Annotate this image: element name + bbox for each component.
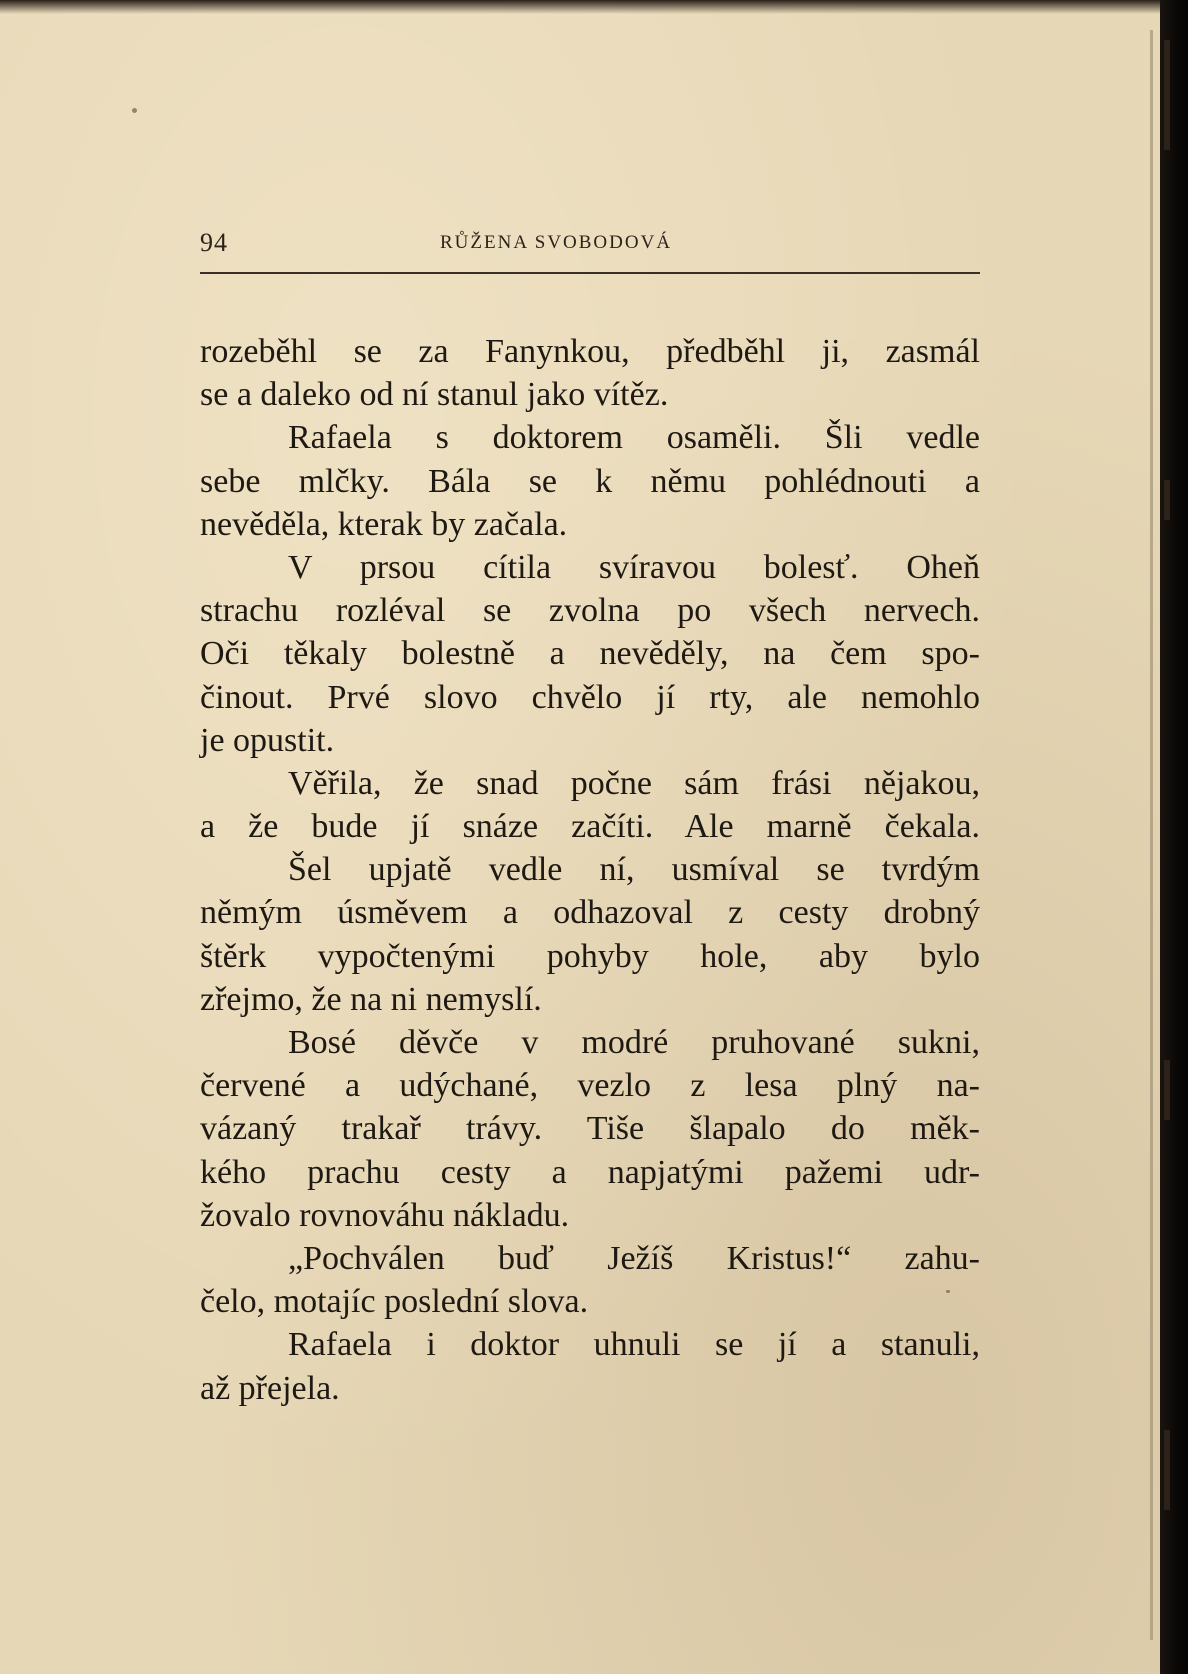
text-line: je opustit. <box>200 721 335 759</box>
page-edge-line <box>1150 30 1153 1640</box>
text-line: Věřila, že snad počne sám frási nějakou, <box>288 764 980 802</box>
paper-speck <box>132 108 137 113</box>
text-line: němým úsměvem a odhazoval z cesty drobný <box>200 894 980 932</box>
text-line: Rafaela i doktor uhnuli se jí a stanuli, <box>288 1326 980 1364</box>
text-line: až přejela. <box>200 1369 340 1407</box>
text-line: vázaný trakař trávy. Tiše šlapalo do měk- <box>200 1110 980 1148</box>
text-line: Rafaela s doktorem osaměli. Šli vedle <box>288 419 980 457</box>
text-line: kého prachu cesty a napjatými pažemi udr- <box>200 1153 980 1191</box>
text-line: „Pochválen buď Ježíš Kristus!“ zahu- <box>288 1239 980 1277</box>
running-title: RŮŽENA SVOBODOVÁ <box>440 232 673 253</box>
text-line: Šel upjatě vedle ní, usmíval se tvrdým <box>288 851 980 889</box>
text-line: a že bude jí snáze začíti. Ale marně čekala. <box>200 808 980 846</box>
spine-mark <box>1164 40 1170 150</box>
text-line: Bosé děvče v modré pruhované sukni, <box>288 1024 980 1061</box>
text-line: červené a udýchané, vezlo z lesa plný na- <box>200 1067 980 1105</box>
text-line: V prsou cítila svíravou bolesť. Oheň <box>288 548 980 586</box>
body-text <box>200 330 980 1410</box>
spine-mark <box>1164 1430 1170 1510</box>
text-line: sebe mlčky. Bála se k němu pohlédnouti a <box>200 462 980 500</box>
text-line: zřejmo, že na ni nemyslí. <box>200 980 542 1018</box>
text-line: činout. Prvé slovo chvělo jí rty, ale nemohlo <box>200 678 980 716</box>
text-line: žovalo rovnováhu nákladu. <box>200 1196 570 1234</box>
book-spine-shadow <box>1160 0 1188 1674</box>
running-head <box>200 228 980 262</box>
text-line: čelo, motajíc poslední slova. <box>200 1283 589 1321</box>
text-line: strachu rozléval se zvolna po všech nervech. <box>200 592 980 630</box>
top-shadow <box>0 0 1160 14</box>
header-rule <box>200 272 980 274</box>
page-number: 94 <box>200 228 228 257</box>
text-line: nevěděla, kterak by začala. <box>200 505 568 543</box>
paper-speck <box>946 1290 950 1293</box>
spine-mark <box>1164 480 1170 520</box>
text-line: se a daleko od ní stanul jako vítěz. <box>200 376 669 414</box>
text-line: Oči těkaly bolestně a nevěděly, na čem spo- <box>200 635 980 673</box>
spine-mark <box>1164 1060 1170 1120</box>
text-line: štěrk vypočtenými pohyby hole, aby bylo <box>200 937 980 975</box>
text-line: rozeběhl se za Fanynkou, předběhl ji, zasmál <box>200 333 980 370</box>
